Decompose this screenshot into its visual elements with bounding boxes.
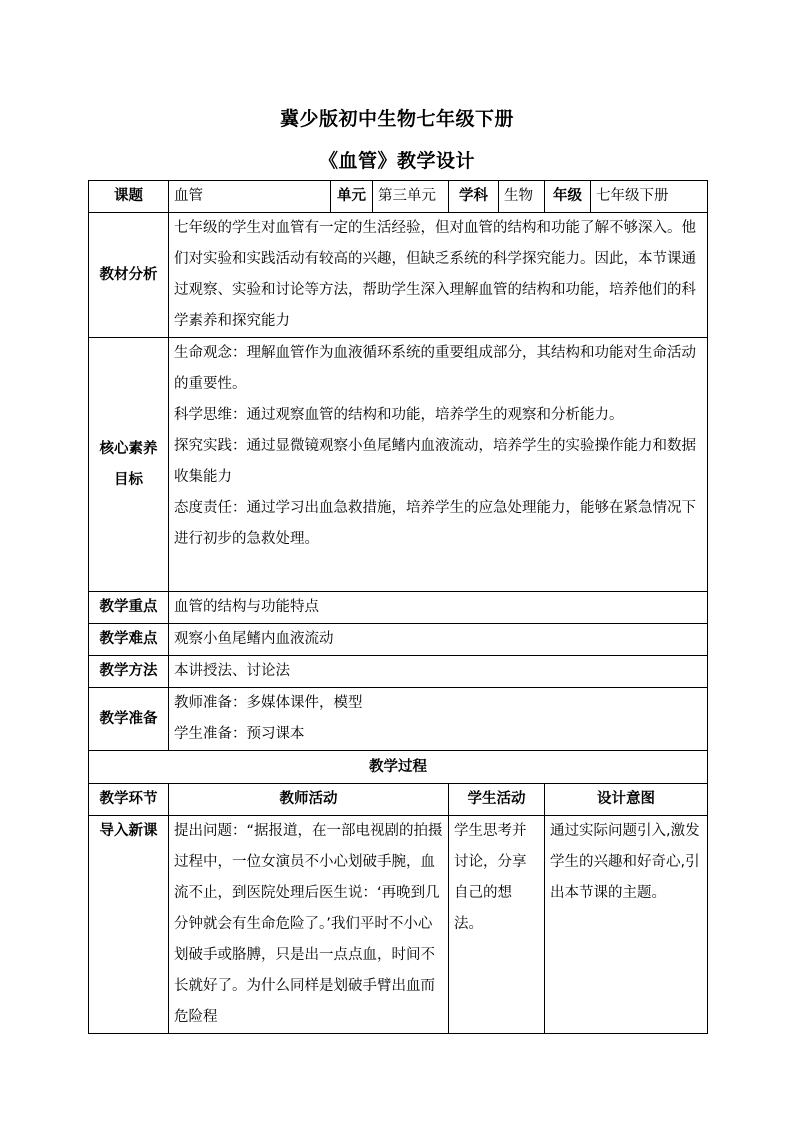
key-point-label: 教学重点 bbox=[89, 592, 169, 624]
goal-item: 态度责任：通过学习出血急救措施，培养学生的应急处理能力，能够在紧急情况下进行初步的急救处理。 bbox=[174, 500, 696, 547]
lesson-title: 《血管》教学设计 bbox=[318, 150, 475, 172]
unit-label: 单元 bbox=[331, 181, 373, 213]
preparation-label: 教学准备 bbox=[89, 688, 169, 751]
difficulty-value: 观察小鱼尾鳍内血液流动 bbox=[169, 624, 708, 656]
goal-item: 科学思维：通过观察血管的结构和功能，培养学生的观察和分析能力。 bbox=[174, 407, 624, 423]
preparation-content bbox=[169, 688, 708, 751]
subject-label: 学科 bbox=[449, 181, 499, 213]
teacher-activity-cell: 提出问题：“据报道，在一部电视剧的拍摄过程中，一位女演员不小心划破手腕，血流不止，到医院处理后医生说：‘再晚到几分钟就会有生命危险了。’我们平时不小心划破手或胳膊，只是出一点点血，时间不长就好了。为什么同样是划破手臂出血而危险程 bbox=[169, 816, 449, 1034]
key-point-row bbox=[89, 592, 708, 624]
student-activity-cell: 学生思考并讨论，分享自己的想法。 bbox=[449, 816, 545, 1034]
col-student-header: 学生活动 bbox=[449, 784, 545, 816]
analysis-text: 七年级的学生对血管有一定的生活经验，但对血管的结构和功能了解不够深入。他们对实验和实践活动有较高的兴趣，但缺乏系统的科学探究能力。因此，本节课通过观察、实验和讨论等方法，帮助学生深入理解血管的结构和功能，培养他们的科学素养和探究能力 bbox=[169, 213, 708, 338]
difficulty-label: 教学难点 bbox=[89, 624, 169, 656]
student-preparation: 学生准备：预习课本 bbox=[174, 726, 305, 742]
process-header-row bbox=[89, 784, 708, 816]
subject-value: 生物 bbox=[499, 181, 545, 213]
goal-item: 生命观念：理解血管作为血液循环系统的重要组成部分，其结构和功能对生命活动的重要性。 bbox=[174, 345, 696, 392]
design-intent-cell: 通过实际问题引入,激发学生的兴趣和好奇心,引出本节课的主题。 bbox=[545, 816, 708, 1034]
preparation-row bbox=[89, 688, 708, 751]
analysis-row bbox=[89, 213, 708, 338]
method-value: 本讲授法、讨论法 bbox=[169, 656, 708, 688]
goals-content bbox=[169, 338, 708, 592]
difficulty-row bbox=[89, 624, 708, 656]
col-intent-header: 设计意图 bbox=[545, 784, 708, 816]
process-row bbox=[89, 816, 708, 1034]
analysis-label: 教材分析 bbox=[89, 213, 169, 338]
goals-label bbox=[89, 338, 169, 592]
stage-cell: 导入新课 bbox=[89, 816, 169, 1034]
goals-label-line2: 目标 bbox=[114, 471, 143, 488]
header-row bbox=[89, 181, 708, 213]
topic-label: 课题 bbox=[89, 181, 169, 213]
topic-value: 血管 bbox=[169, 181, 331, 213]
lesson-plan-table bbox=[88, 180, 708, 1034]
method-row bbox=[89, 656, 708, 688]
process-heading-row bbox=[89, 751, 708, 784]
goal-item: 探究实践：通过显微镜观察小鱼尾鳍内血液流动，培养学生的实验操作能力和数据收集能力 bbox=[174, 438, 696, 485]
goals-label-line1: 核心素养 bbox=[99, 440, 158, 457]
teacher-preparation: 教师准备：多媒体课件，模型 bbox=[174, 695, 363, 711]
unit-value: 第三单元 bbox=[373, 181, 449, 213]
col-teacher-header: 教师活动 bbox=[169, 784, 449, 816]
col-stage-header: 教学环节 bbox=[89, 784, 169, 816]
document-title: 冀少版初中生物七年级下册 bbox=[279, 108, 514, 130]
grade-value: 七年级下册 bbox=[591, 181, 708, 213]
grade-label: 年级 bbox=[545, 181, 591, 213]
process-heading: 教学过程 bbox=[89, 751, 708, 784]
method-label: 教学方法 bbox=[89, 656, 169, 688]
key-point-value: 血管的结构与功能特点 bbox=[169, 592, 708, 624]
goals-row bbox=[89, 338, 708, 592]
